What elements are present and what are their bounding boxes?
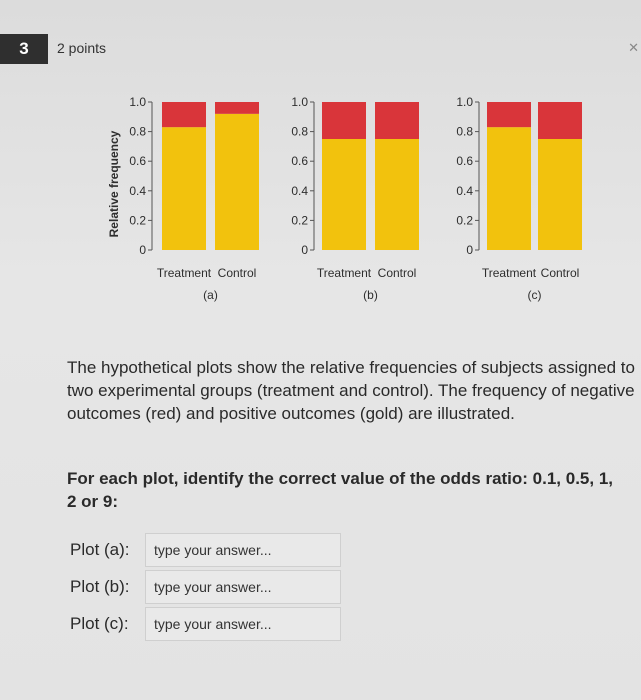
panel-label-c: (c) [527,288,542,302]
bar-positive-treatment-c [487,127,531,250]
answer-row-c [70,607,341,641]
y-tick-label-b: 0 [301,243,308,257]
points-label: 2 points [57,40,107,56]
bar-negative-control-a [215,102,259,114]
y-axis-title: Relative frequency [107,130,121,238]
y-tick-label-a: 0.6 [129,154,146,169]
bar-positive-control-a [215,114,259,250]
y-tick-label-a: 0.2 [129,213,146,228]
answer-row-a [70,533,341,567]
answer-input-b[interactable] [145,570,341,604]
x-tick-label-a: Control [217,266,257,280]
flag-icon[interactable]: ✕ [628,40,639,55]
bar-positive-treatment-a [162,127,206,250]
question-instruction: For each plot, identify the correct value of the odds ratio: 0.1, 0.5, 1, 2 or 9: [67,469,614,511]
y-tick-label-a: 0 [139,243,146,257]
question-number-badge: 3 [0,34,48,64]
x-tick-label-a: Treatment [156,266,212,280]
x-tick-label-b: Treatment [316,266,372,280]
x-tick-label-c: Treatment [481,266,537,280]
x-tick-label-c: Control [540,266,580,280]
y-tick-label-b: 0.8 [291,124,308,139]
bar-negative-treatment-a [162,102,206,127]
y-tick-label-b: 0.4 [291,183,308,198]
x-tick-label-b: Control [377,266,417,280]
y-tick-label-c: 0.8 [456,124,473,139]
bar-positive-control-b [375,139,419,250]
odds-ratio-charts [100,84,640,314]
y-tick-label-a: 1.0 [129,95,146,109]
answer-label-c: Plot (c): [70,614,129,633]
bar-negative-control-b [375,102,419,139]
y-tick-label-c: 0.2 [456,213,473,228]
y-tick-label-b: 0.6 [291,154,308,169]
y-tick-label-a: 0.4 [129,183,146,198]
y-tick-label-c: 0.4 [456,183,473,198]
answer-input-a[interactable] [145,533,341,567]
bar-negative-treatment-b [322,102,366,139]
bar-positive-control-c [538,139,582,250]
answer-row-b [70,570,341,604]
panel-label-a: (a) [203,288,218,302]
y-tick-label-a: 0.8 [129,124,146,139]
y-tick-label-b: 0.2 [291,213,308,228]
bar-negative-control-c [538,102,582,139]
y-tick-label-c: 0.6 [456,154,473,169]
y-tick-label-b: 1.0 [291,95,308,109]
y-tick-label-c: 0 [466,243,473,257]
panel-label-b: (b) [363,288,378,302]
answer-input-c[interactable] [145,607,341,641]
y-tick-label-c: 1.0 [456,95,473,109]
answer-label-a: Plot (a): [70,540,130,559]
bar-positive-treatment-b [322,139,366,250]
answer-label-b: Plot (b): [70,577,130,596]
question-description: The hypothetical plots show the relative frequencies of subjects assigned to two experimental groups (treatment and control). The frequency of negative outcomes (red) and positive outcomes (gold) are illustrated. [67,358,635,423]
bar-negative-treatment-c [487,102,531,127]
